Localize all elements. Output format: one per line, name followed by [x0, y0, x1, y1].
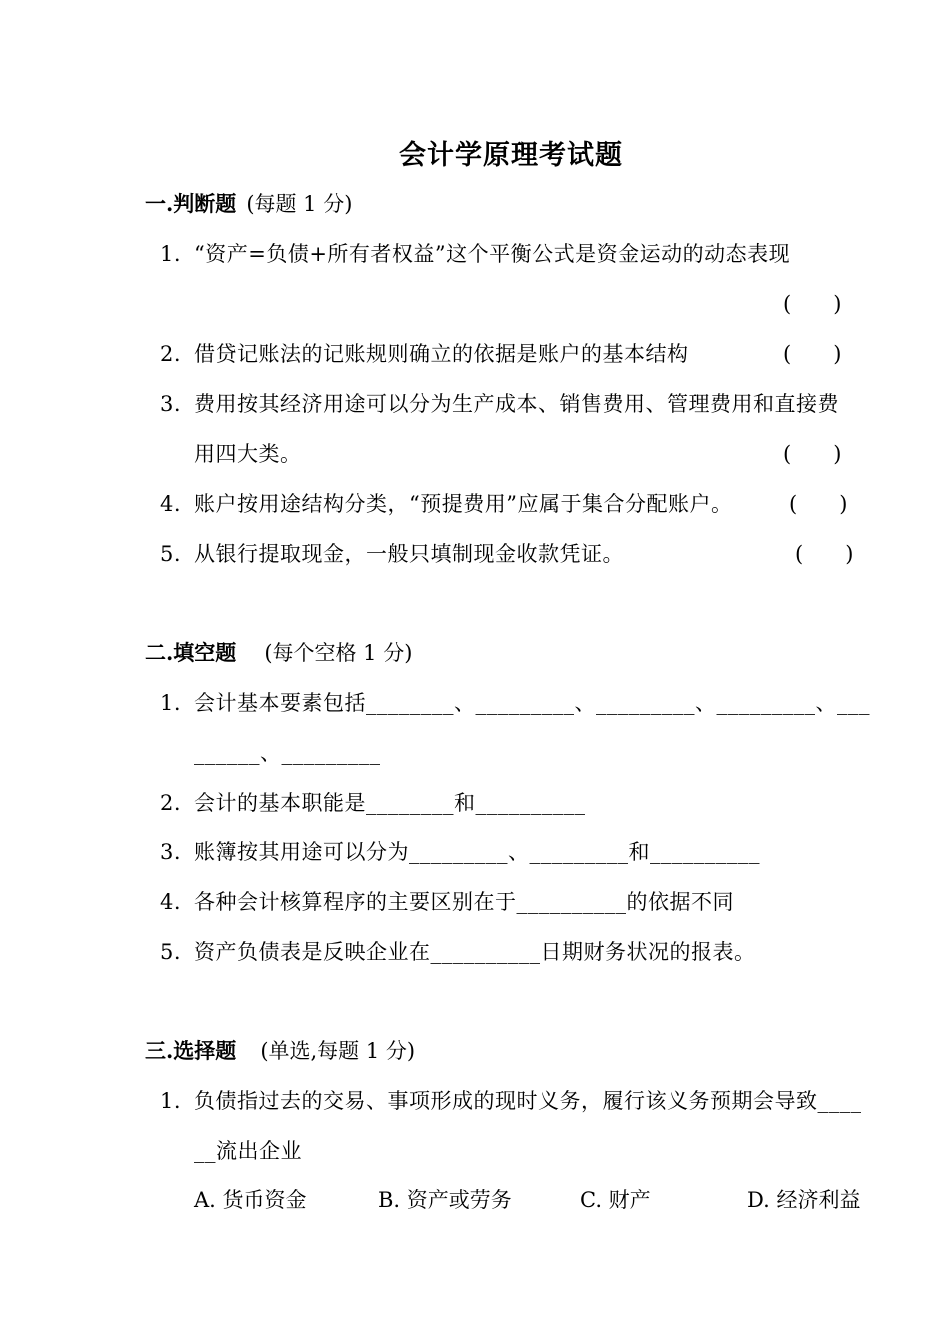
- question-text: 负债指过去的交易、事项形成的现时义务，履行该义务预期会导致____: [194, 1089, 862, 1113]
- question-item: [160, 238, 790, 268]
- section-fill-blank-header: [145, 637, 412, 667]
- answer-parenthesis: ( ): [783, 442, 842, 466]
- question-number: 1.: [160, 1089, 182, 1113]
- question-item: [160, 936, 756, 966]
- choice-option-c: C. 财产: [580, 1188, 651, 1212]
- choice-option-b: B. 资产或劳务: [378, 1188, 512, 1212]
- question-text-continued: ______、_________: [194, 741, 381, 765]
- question-text: 借贷记账法的记账规则确立的依据是账户的基本结构: [194, 342, 689, 366]
- question-item: [160, 836, 760, 866]
- answer-parenthesis: ( ): [795, 542, 854, 566]
- question-number: 1.: [160, 691, 182, 715]
- question-item: [160, 687, 870, 717]
- section-heading: 一.判断题: [145, 191, 237, 216]
- answer-parenthesis: ( ): [783, 292, 842, 316]
- question-text: 各种会计核算程序的主要区别在于__________的依据不同: [194, 890, 734, 914]
- question-text: “资产=负债+所有者权益”这个平衡公式是资金运动的动态表现: [194, 242, 791, 266]
- section-choice-header: [145, 1035, 415, 1065]
- section-heading: 二.填空题: [145, 640, 237, 665]
- question-text: 费用按其经济用途可以分为生产成本、销售费用、管理费用和直接费: [194, 392, 839, 416]
- question-text: 会计基本要素包括________、_________、_________、_________、___: [194, 691, 870, 715]
- question-number: 1.: [160, 242, 182, 266]
- section-note: (每个空格 1 分): [264, 641, 413, 665]
- section-judgment-header: [145, 188, 352, 218]
- choice-option-a: A. 货币资金: [194, 1188, 307, 1212]
- question-text: 会计的基本职能是________和__________: [194, 791, 586, 815]
- answer-parenthesis: ( ): [783, 342, 842, 366]
- question-text: 账户按用途结构分类，“预提费用”应属于集合分配账户。: [194, 492, 733, 516]
- question-text-continued: __流出企业: [194, 1139, 302, 1163]
- question-number: 3.: [160, 392, 182, 416]
- question-number: 3.: [160, 840, 182, 864]
- question-text-continued: 用四大类。: [194, 442, 302, 466]
- page-title: 会计学原理考试题: [399, 140, 623, 171]
- question-item: [160, 388, 839, 418]
- question-item: [160, 488, 732, 518]
- question-item: [160, 886, 734, 916]
- question-number: 2.: [160, 791, 182, 815]
- section-note: (每题 1 分): [246, 192, 353, 216]
- section-note: (单选,每题 1 分): [260, 1039, 416, 1063]
- question-text: 从银行提取现金，一般只填制现金收款凭证。: [194, 542, 624, 566]
- question-item: [160, 787, 586, 817]
- question-item: [160, 538, 624, 568]
- question-number: 5.: [160, 940, 182, 964]
- question-item: [160, 338, 689, 368]
- question-number: 5.: [160, 542, 182, 566]
- section-heading: 三.选择题: [145, 1038, 237, 1063]
- question-item: [160, 1085, 862, 1115]
- question-number: 4.: [160, 492, 182, 516]
- question-number: 4.: [160, 890, 182, 914]
- choice-option-d: D. 经济利益: [747, 1188, 861, 1212]
- question-text: 资产负债表是反映企业在__________日期财务状况的报表。: [194, 940, 756, 964]
- question-text: 账簿按其用途可以分为_________、_________和__________: [194, 840, 760, 864]
- answer-parenthesis: ( ): [789, 492, 848, 516]
- question-number: 2.: [160, 342, 182, 366]
